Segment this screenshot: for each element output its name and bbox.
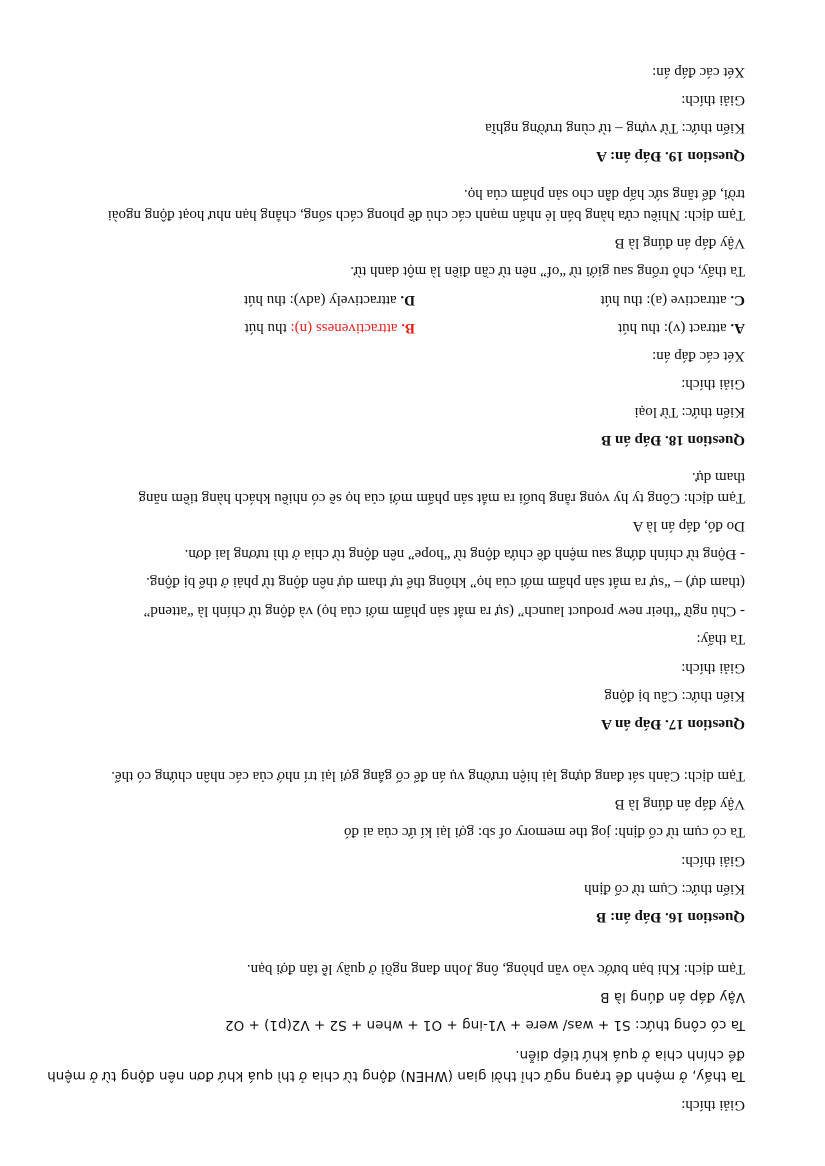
translation-line: Tạm dịch: Khi bạn bước vào văn phòng, ông John đang ngồi ở quầy lễ tân đợi bạn.: [246, 961, 745, 977]
paragraph-line: đề chính chia ở quá khứ tiếp diễn.: [515, 1047, 745, 1063]
option-letter: D.: [400, 292, 415, 308]
answer-line: Vậy đáp án đúng là B: [614, 796, 745, 812]
paragraph-line: Ta thấy, ở mệnh đề trạng ngữ chỉ thời gian (WHEN) động từ chia ở thì quá khứ đơn nên động từ ở mệnh: [47, 1068, 745, 1084]
option-letter: B.: [401, 320, 415, 336]
paragraph-line: Xét các đáp án:: [652, 348, 745, 364]
option-text: attractive (a): thu hút: [600, 292, 731, 308]
paragraph-line: (tham dự) – “sự ra mắt sản phẩm mới của họ” không thể tự tham dự nên động từ phải ở thể bị động.: [146, 574, 745, 590]
knowledge-line: Kiến thức: Câu bị động: [604, 688, 745, 704]
option-letter: A.: [730, 320, 745, 336]
option-d: [244, 291, 415, 309]
option-letter: C.: [730, 292, 745, 308]
paragraph-line: Ta có cụm từ cố định: jog the memory of sb: gợi lại kí ức của ai đó: [344, 824, 745, 840]
option-a: [618, 319, 745, 337]
knowledge-line: Kiến thức: Từ vựng – từ cùng trường nghĩa: [485, 120, 745, 136]
option-b: [245, 319, 415, 337]
knowledge-line: Kiến thức: Từ loại: [634, 404, 745, 420]
paragraph-line: - Chủ ngữ “their new product launch” (sự ra mắt sản phẩm mới của họ) và động từ chính là “attend”: [143, 603, 745, 619]
question-title: Question 16. Đáp án: B: [596, 909, 745, 925]
question-title: Question 18. Đáp án B: [601, 432, 745, 448]
explanation-label: Giải thích:: [681, 660, 745, 676]
translation-line: Tạm dịch: Công ty hy vọng rằng buổi ra mắt sản phẩm mới của họ sẽ có nhiều khách hàng tiềm năng: [138, 490, 745, 506]
explanation-label: Giải thích:: [681, 92, 745, 108]
translation-line: trời, để tăng sức hấp dẫn cho sản phẩm của họ.: [464, 186, 745, 202]
option-c: [600, 291, 745, 309]
translation-line: Tạm dịch: Nhiều cửa hàng bán lẻ nhấn mạnh các chủ đề phong cách sống, chẳng hạn như hoạt động ngoài: [107, 207, 745, 223]
translation-line: Tạm dịch: Cảnh sát đang dựng lại hiện trường vụ án để cố gắng gợi lại trí nhớ của các nhân chứng có thể.: [111, 768, 745, 784]
paragraph-line: Ta thấy, chỗ trống sau giới từ “of” nên từ cần điền là một danh từ.: [350, 263, 745, 279]
answer-line: Vậy đáp án đúng là B: [600, 989, 745, 1005]
answer-line: Vậy đáp án đúng là B: [614, 235, 745, 251]
explanation-label: Giải thích:: [681, 853, 745, 869]
option-text: attract (v): thu hút: [617, 320, 731, 336]
option-text: attractively (adv): thu hút: [243, 292, 401, 308]
paragraph-line: Ta thấy:: [696, 631, 745, 647]
translation-line: tham dự.: [691, 469, 745, 485]
answer-line: Do đó, đáp án là A: [632, 518, 745, 534]
question-title: Question 17. Đáp án A: [601, 716, 745, 732]
formula-line: Ta có công thức: S1 + was/ were + V1-ing + O1 + when + S2 + V2(p1) + O2: [225, 1017, 745, 1033]
question-title: Question 19. Đáp án: A: [596, 148, 745, 164]
knowledge-line: Kiến thức: Cụm từ cố định: [584, 881, 745, 897]
paragraph-line: Xét các đáp án:: [652, 64, 745, 80]
explanation-label: Giải thích:: [681, 1097, 745, 1113]
paragraph-line: - Động từ chính đứng sau mệnh đề chứa động từ “hope” nên động từ chia ở thì tương lai đơn.: [184, 546, 745, 562]
option-text: thu hút: [244, 320, 291, 336]
explanation-label: Giải thích:: [681, 376, 745, 392]
option-text: attractiveness (n):: [290, 320, 402, 336]
